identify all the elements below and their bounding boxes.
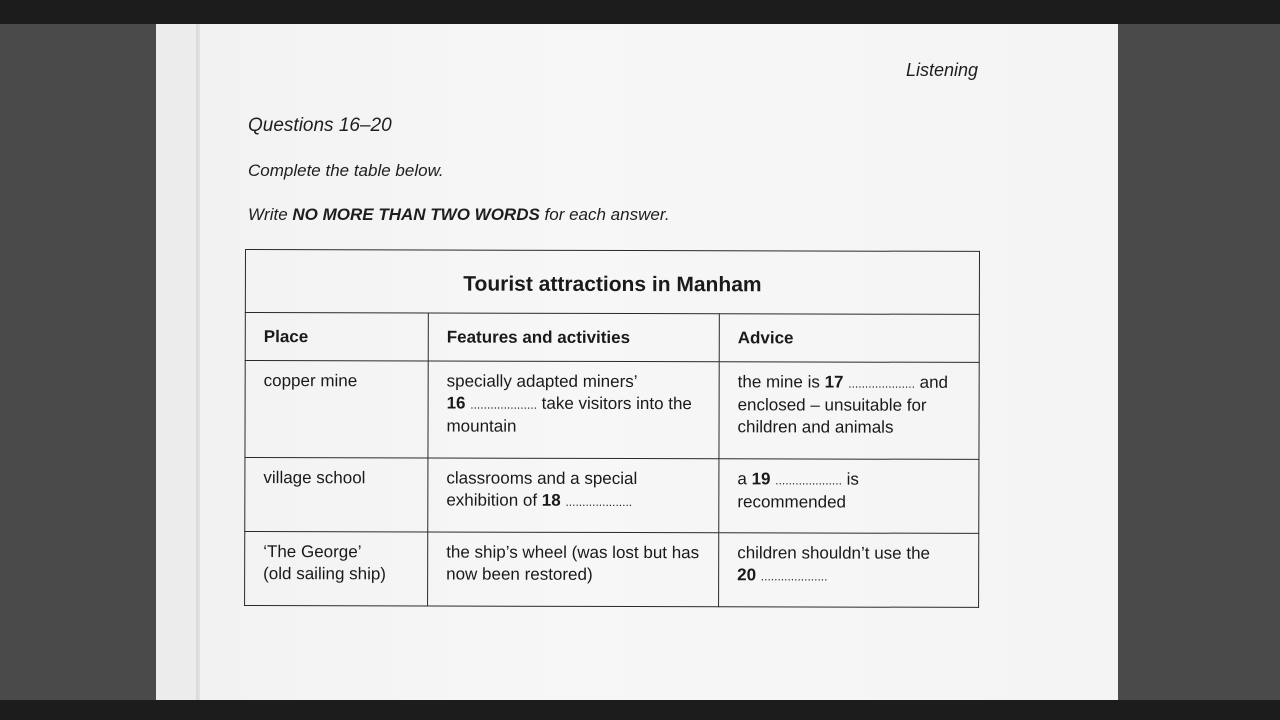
- questions-heading: Questions 16–20: [248, 115, 392, 136]
- instruction-emphasis: NO MORE THAN TWO WORDS: [292, 205, 540, 224]
- top-letterbox: [0, 0, 1280, 24]
- table-row: [245, 532, 979, 608]
- place-description: (old sailing ship): [263, 564, 387, 584]
- section-label: Listening: [906, 60, 979, 80]
- header-features: Features and activities: [428, 313, 719, 362]
- answer-blank-17: ....................: [848, 376, 915, 391]
- header-place: Place: [245, 313, 428, 361]
- place-name: ‘The George’: [263, 542, 362, 562]
- place-cell: [245, 532, 428, 606]
- instruction-complete-table: Complete the table below.: [248, 161, 444, 180]
- answer-blank-16: ....................: [470, 397, 537, 412]
- book-page: [156, 24, 1118, 700]
- table-row: [245, 361, 979, 460]
- instruction-prefix: Write: [248, 205, 293, 224]
- features-text: take visitors into the mountain: [446, 393, 692, 436]
- bottom-letterbox: [0, 700, 1280, 720]
- advice-text: the mine is: [737, 372, 825, 392]
- header-advice: Advice: [719, 314, 979, 363]
- features-cell: [428, 361, 719, 459]
- answer-blank-18: ....................: [565, 494, 633, 510]
- answer-blank-20: ....................: [760, 569, 828, 584]
- question-number-17: 17: [824, 372, 844, 392]
- table-title: Tourist attractions in Manham: [245, 250, 979, 315]
- question-number-20: 20: [737, 565, 757, 585]
- question-number-19: 19: [751, 469, 771, 489]
- advice-cell: [719, 533, 979, 608]
- advice-cell: [719, 362, 979, 460]
- features-cell: the ship’s wheel (was lost but has now been restored): [428, 532, 719, 607]
- advice-text: is recommended: [737, 469, 859, 512]
- table-row: [245, 458, 979, 534]
- answer-blank-19: ....................: [775, 473, 842, 488]
- advice-text: a: [737, 469, 752, 489]
- place-cell: copper mine: [245, 361, 428, 458]
- advice-text: children shouldn’t use the: [737, 543, 931, 563]
- advice-cell: [719, 459, 979, 534]
- features-text: specially adapted miners’: [446, 371, 638, 392]
- attractions-table: [244, 249, 980, 608]
- question-number-16: 16: [446, 393, 466, 413]
- instruction-suffix: for each answer.: [539, 205, 670, 224]
- question-number-18: 18: [541, 490, 561, 510]
- features-cell: [428, 458, 719, 533]
- place-cell: village school: [245, 458, 428, 532]
- features-text: classrooms and a special exhibition of: [446, 468, 638, 510]
- advice-text: and enclosed – unsuitable for children and animals: [737, 372, 949, 437]
- instruction-word-limit: [248, 205, 670, 225]
